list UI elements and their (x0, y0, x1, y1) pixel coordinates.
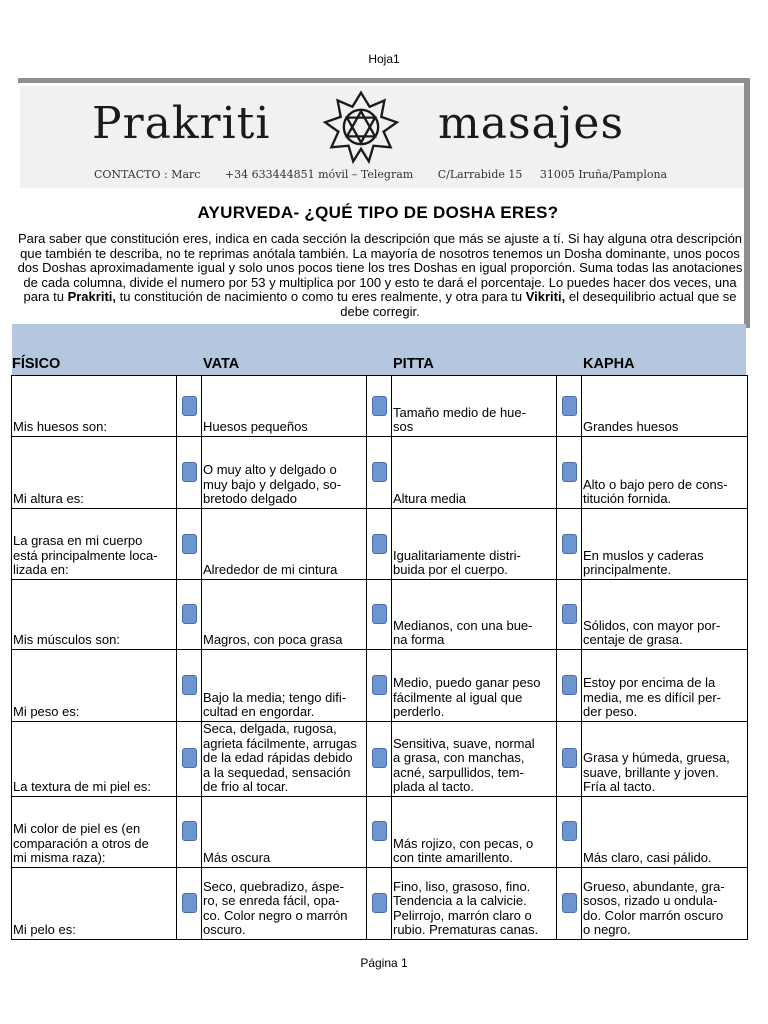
vata-answer-cell: Seco, quebradizo, áspe- ro, se enreda fácil, opa- co. Color negro o marrón oscuro. (202, 867, 367, 939)
sheet-title: Hoja1 (368, 52, 400, 66)
kapha-checkbox[interactable] (562, 675, 577, 695)
vata-checkbox[interactable] (182, 396, 197, 416)
question-cell: Mi color de piel es (en comparación a otros de mi misma raza): (12, 796, 177, 867)
kapha-answer-cell: Sólidos, con mayor por- centaje de grasa. (582, 580, 748, 650)
pitta-checkbox[interactable] (372, 604, 387, 624)
header-banner (20, 86, 744, 188)
pitta-answer-cell: Igualitariamente distri- buida por el cuerpo. (392, 509, 557, 580)
kapha-cell (557, 376, 582, 437)
table-row (12, 722, 748, 797)
col-header-kapha: KAPHA (583, 356, 635, 372)
kapha-answer-cell: Estoy por encima de la media, me es difícil per- der peso. (582, 650, 748, 722)
question-cell: La textura de mi piel es: (12, 722, 177, 797)
pitta-checkbox[interactable] (372, 462, 387, 482)
kapha-answer-cell: Grasa y húmeda, gruesa, suave, brillante y joven. Fría al tacto. (582, 722, 748, 797)
vata-cell (177, 376, 202, 437)
kapha-answer-cell: Alto o bajo pero de cons- titución fornida. (582, 437, 748, 509)
vata-checkbox[interactable] (182, 462, 197, 482)
intro-bold-vikriti: Vikriti, (525, 289, 566, 305)
table-row (12, 437, 748, 509)
vata-cell (177, 650, 202, 722)
kapha-answer-cell: Grandes huesos (582, 376, 748, 437)
document-title: AYURVEDA- ¿QUÉ TIPO DE DOSHA ERES? (197, 203, 559, 222)
kapha-answer-cell: Grueso, abundante, gra- sosos, rizado u ondula- do. Color marrón oscuro o negro. (582, 867, 748, 939)
vata-checkbox[interactable] (182, 534, 197, 554)
pitta-cell (367, 509, 392, 580)
table-row (12, 580, 748, 650)
question-cell: Mis huesos son: (12, 376, 177, 437)
pitta-checkbox[interactable] (372, 675, 387, 695)
pitta-answer-cell: Medianos, con una bue- na forma (392, 580, 557, 650)
pitta-answer-cell: Sensitiva, suave, normal a grasa, con manchas, acné, sarpullidos, tem- plada al tacto. (392, 722, 557, 797)
vata-cell (177, 796, 202, 867)
vata-checkbox[interactable] (182, 821, 197, 841)
pitta-checkbox[interactable] (372, 396, 387, 416)
vata-answer-cell: Magros, con poca grasa (202, 580, 367, 650)
table-row (12, 376, 748, 437)
kapha-checkbox[interactable] (562, 748, 577, 768)
pitta-answer-cell: Tamaño medio de hue- sos (392, 376, 557, 437)
pitta-cell (367, 796, 392, 867)
contact-line: CONTACTO : Marc +34 633444851 móvil – Telegram C/Larrabide 15 31005 Iruña/Pamplona (94, 168, 668, 181)
pitta-cell (367, 650, 392, 722)
pitta-checkbox[interactable] (372, 748, 387, 768)
table-row (12, 796, 748, 867)
vata-cell (177, 509, 202, 580)
pitta-answer-cell: Más rojizo, con pecas, o con tinte amarillento. (392, 796, 557, 867)
table-row (12, 509, 748, 580)
pitta-cell (367, 580, 392, 650)
vata-cell (177, 580, 202, 650)
kapha-answer-cell: Más claro, casi pálido. (582, 796, 748, 867)
vata-checkbox[interactable] (182, 675, 197, 695)
kapha-cell (557, 867, 582, 939)
intro-text-3: el desequilibrio actual que se debe corregir. (340, 289, 737, 319)
kapha-cell (557, 580, 582, 650)
kapha-checkbox[interactable] (562, 604, 577, 624)
question-cell: Mi peso es: (12, 650, 177, 722)
pitta-checkbox[interactable] (372, 821, 387, 841)
pitta-cell (367, 867, 392, 939)
kapha-cell (557, 509, 582, 580)
question-cell: Mi altura es: (12, 437, 177, 509)
vata-answer-cell: Seca, delgada, rugosa, agrieta fácilmente, arrugas de la edad rápidas debido a la sequedad, sensación de frio al tocar. (202, 722, 367, 797)
vata-cell (177, 437, 202, 509)
table-row (12, 867, 748, 939)
kapha-cell (557, 437, 582, 509)
vata-answer-cell: O muy alto y delgado o muy bajo y delgado, so- bretodo delgado (202, 437, 367, 509)
mandala-logo-icon (322, 88, 400, 166)
kapha-checkbox[interactable] (562, 396, 577, 416)
kapha-checkbox[interactable] (562, 462, 577, 482)
pitta-cell (367, 437, 392, 509)
kapha-cell (557, 796, 582, 867)
vata-answer-cell: Alrededor de mi cintura (202, 509, 367, 580)
pitta-answer-cell: Medio, puedo ganar peso fácilmente al igual que perderlo. (392, 650, 557, 722)
question-cell: Mi pelo es: (12, 867, 177, 939)
vata-answer-cell: Más oscura (202, 796, 367, 867)
kapha-checkbox[interactable] (562, 534, 577, 554)
kapha-answer-cell: En muslos y caderas principalmente. (582, 509, 748, 580)
kapha-cell (557, 650, 582, 722)
kapha-cell (557, 722, 582, 797)
intro-bold-prakriti: Prakriti, (67, 289, 116, 305)
question-cell: Mis músculos son: (12, 580, 177, 650)
col-header-pitta: PITTA (393, 356, 434, 372)
pitta-checkbox[interactable] (372, 893, 387, 913)
col-header-vata: VATA (203, 356, 240, 372)
vata-checkbox[interactable] (182, 893, 197, 913)
pitta-checkbox[interactable] (372, 534, 387, 554)
col-header-fisico: FÍSICO (12, 356, 61, 372)
instructions-paragraph (16, 232, 744, 320)
column-header-band (12, 324, 746, 376)
brand-name-left: Prakriti (92, 98, 271, 149)
vata-checkbox[interactable] (182, 748, 197, 768)
kapha-checkbox[interactable] (562, 893, 577, 913)
vata-answer-cell: Huesos pequeños (202, 376, 367, 437)
intro-text-1: Para saber que constitución eres, indica en cada sección la descripción que más se ajuste a tí. Si hay alguna otra descripción que también te describa, no te reprimas anótala también. La mayoría de nosotros tenemos un Dosha dominante, unos pocos dos Doshas aproximadamente igual y solo unos pocos tiene los tres Doshas en igual proporción. Suma todas las anotaciones de cada columna, divide el numero por 53 y multiplica por 100 y esto te dará el porcentaje. Lo puedes hacer dos veces, una para tu (17, 231, 743, 305)
vata-cell (177, 867, 202, 939)
question-cell: La grasa en mi cuerpo está principalmente loca- lizada en: (12, 509, 177, 580)
vata-checkbox[interactable] (182, 604, 197, 624)
vata-answer-cell: Bajo la media; tengo difi- cultad en engordar. (202, 650, 367, 722)
pitta-answer-cell: Fino, liso, grasoso, fino. Tendencia a la calvicie. Pelirrojo, marrón claro o rubio. Prematuras canas. (392, 867, 557, 939)
kapha-checkbox[interactable] (562, 821, 577, 841)
page-number: Página 1 (360, 956, 408, 970)
table-row (12, 650, 748, 722)
pitta-cell (367, 722, 392, 797)
dosha-questionnaire-table (11, 375, 748, 940)
brand-name-right: masajes (438, 98, 625, 149)
pitta-answer-cell: Altura media (392, 437, 557, 509)
vata-cell (177, 722, 202, 797)
intro-text-2: tu constitución de nacimiento o como tu eres realmente, y otra para tu (116, 289, 526, 305)
pitta-cell (367, 376, 392, 437)
